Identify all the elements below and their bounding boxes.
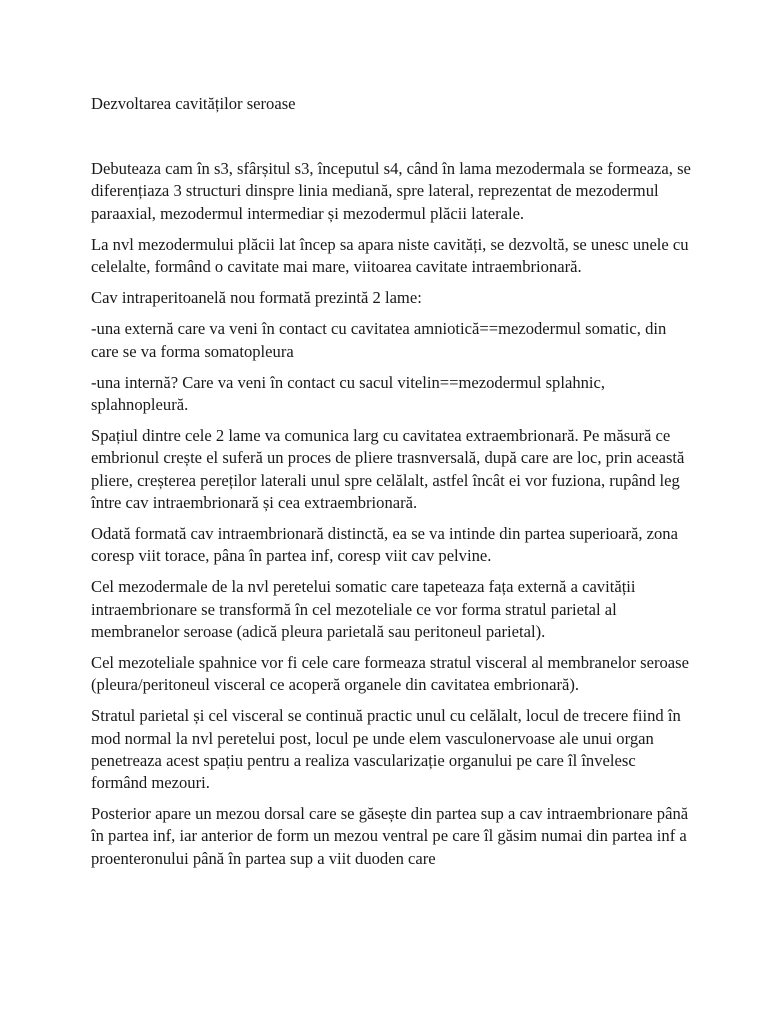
paragraph: Posterior apare un mezou dorsal care se găsește din partea sup a cav intraembrionare până în partea inf, iar anterior de form un mezou ventral pe care îl găsim numai din partea inf a proenteronului până în partea sup a viit duoden care (91, 804, 689, 868)
paragraph: Spațiul dintre cele 2 lame va comunica larg cu cavitatea extraembrionară. Pe măsură ce embrionul crește el suferă un proces de pliere trasnversală, după care are loc, prin această pliere, creșterea pereților laterali unul spre celălalt, astfel încât ei vor fuziona, rupând leg între cav intraembrionară și cea extraembrionară. (91, 426, 685, 512)
document-title: Dezvoltarea cavităților seroase (91, 94, 296, 113)
paragraph: Odată formată cav intraembrionară distinctă, ea se va intinde din partea superioară, zona coresp viit torace, pâna în partea inf, coresp viit cav pelvine. (91, 524, 678, 566)
paragraph: La nvl mezodermului plăcii lat încep sa apara niste cavități, se dezvoltă, se unesc unele cu celelalte, formând o cavitate mai mare, viitoarea cavitate intraembrionară. (91, 234, 689, 277)
paragraph: -una internă? Care va veni în contact cu sacul vitelin==mezodermul splahnic, splahnopleură. (91, 372, 606, 415)
paragraph: Debuteaza cam în s3, sfârșitul s3, începutul s4, când în lama mezodermala se formeaza, se diferențiaza 3 structuri dinspre linia mediană, spre lateral, reprezentat de mezodermul paraaxial, mezodermul intermediar și mezodermul plăcii laterale. (91, 159, 691, 223)
document-body (91, 93, 691, 879)
paragraph: Cel mezodermale de la nvl peretelui somatic care tapeteaza fața externă a cavității intraembrionare se transformă în cel mezoteliale ce vor forma stratul parietal al membranelor seroase (adică pleura parietală sau peritoneul parietal). (91, 577, 636, 641)
paragraph: Cel mezoteliale spahnice vor fi cele care formeaza stratul visceral al membranelor seroase (pleura/peritoneul visceral ce acoperă organele din cavitatea embrionară). (91, 653, 689, 695)
paragraph: -una externă care va veni în contact cu cavitatea amniotică==mezodermul somatic, din care se va forma somatopleura (91, 319, 667, 361)
paragraph: Stratul parietal și cel visceral se continuă practic unul cu celălalt, locul de trecere fiind în mod normal la nvl peretelui post, locul pe unde elem vasculonervoase ale unui organ penetreaza acest spațiu pentru a realiza vascularizație organului pe care îl învelesc formând mezouri. (91, 706, 681, 793)
paragraph: Cav intraperitoanelă nou formată prezintă 2 lame: (91, 288, 422, 308)
